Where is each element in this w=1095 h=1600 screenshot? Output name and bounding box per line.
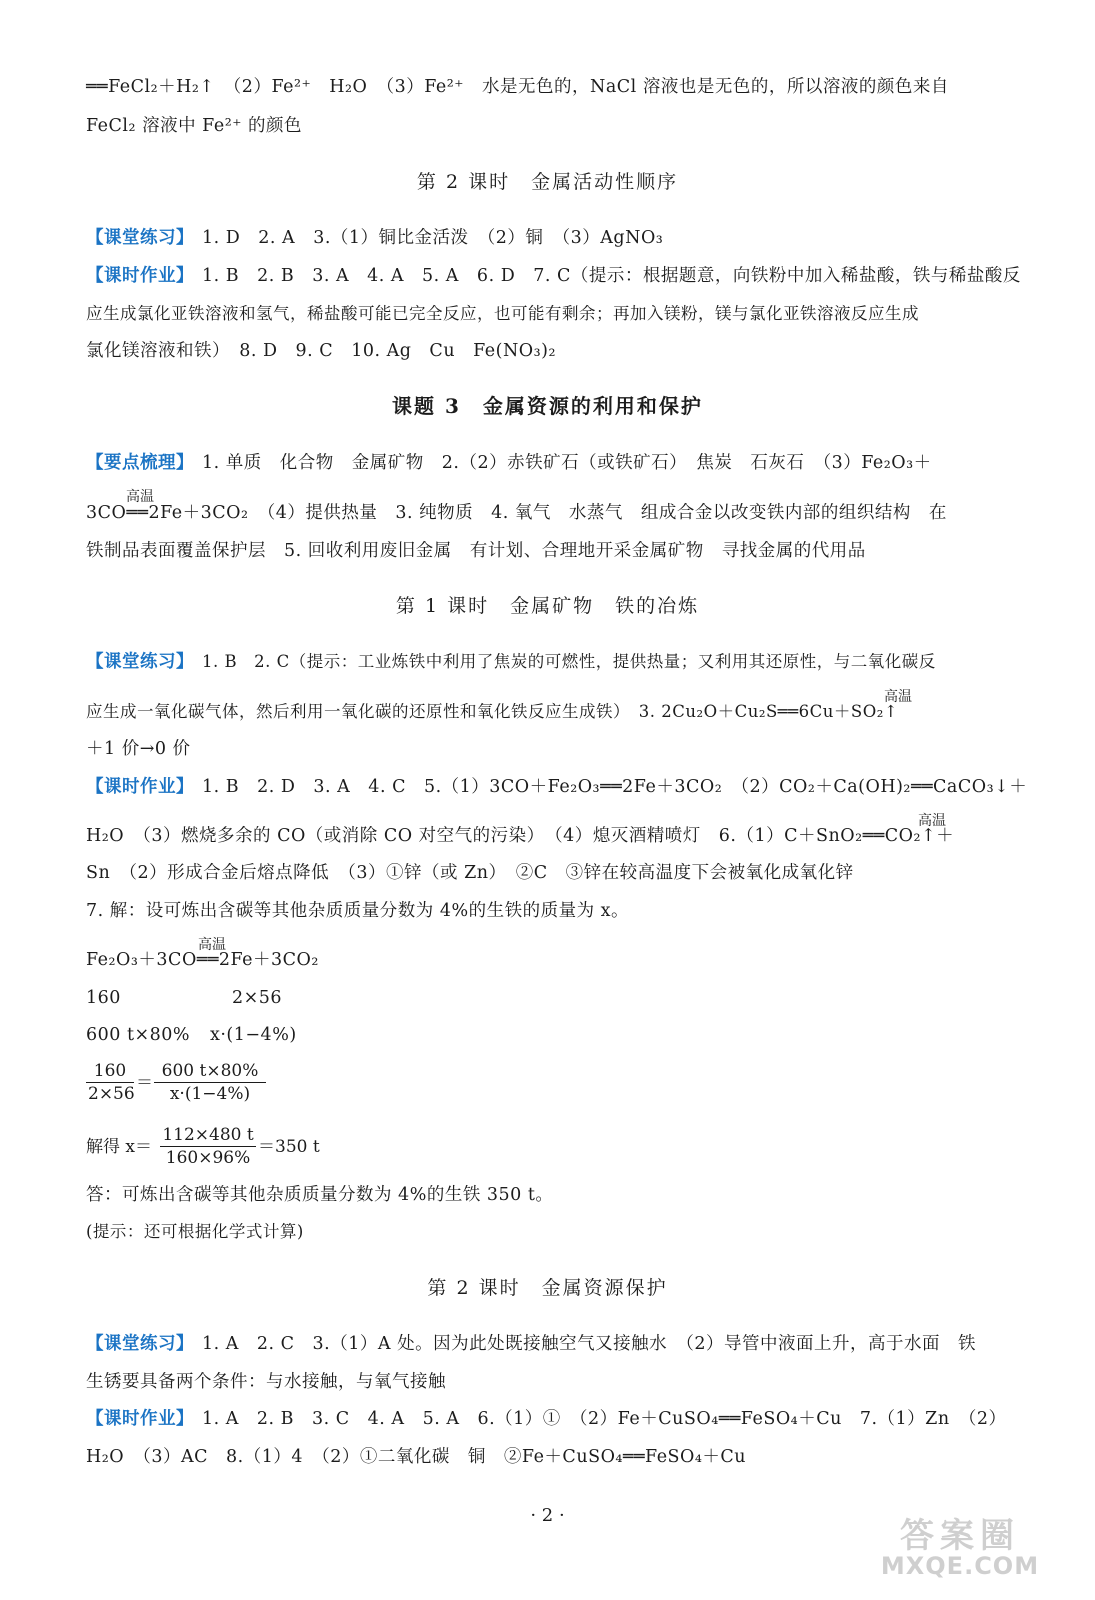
text-line: H₂O （3）AC 8.（1）4 （2）①二氧化碳 铜 ②Fe＋CuSO₄══FeSO₄＋Cu: [86, 1447, 747, 1467]
equals-sign: ＝: [136, 1073, 153, 1093]
text-line: 铁制品表面覆盖保护层 5. 回收利用废旧金属 有计划、合理地开采金属矿物 寻找金属的代用品: [86, 541, 866, 561]
reaction-condition: 高温: [918, 813, 946, 829]
solve-result: ＝350 t: [258, 1137, 320, 1157]
fraction-numerator: 160: [86, 1060, 134, 1083]
lesson-heading: 第 2 课时 金属活动性顺序: [416, 171, 679, 193]
calc-value: 160: [86, 988, 121, 1008]
section-tag: 【课堂练习】: [86, 652, 194, 672]
text-line: FeCl₂ 溶液中 Fe²⁺ 的颜色: [86, 116, 303, 136]
watermark-url: MXQE.COM: [880, 1552, 1040, 1580]
calc-value: x·(1−4%): [210, 1025, 297, 1045]
section-tag: 【课堂练习】: [86, 228, 194, 248]
section-tag: 【课时作业】: [86, 266, 194, 286]
text-line: 3CO══2Fe＋3CO₂ （4）提供热量 3. 纯物质 4. 氧气 水蒸气 组成合金以改变铁内部的组织结构 在: [86, 503, 947, 523]
text-line: 应生成一氧化碳气体，然后利用一氧化碳的还原性和氧化铁反应生成铁） 3. 2Cu₂O＋Cu₂S══6Cu＋SO₂↑: [86, 702, 899, 721]
section-tag: 【课堂练习】: [86, 1334, 194, 1354]
calc-value: 600 t×80%: [86, 1025, 191, 1045]
text-line: ＋1 价→0 价: [86, 739, 191, 759]
section-tag: 【课时作业】: [86, 777, 194, 797]
section-tag: 【要点梳理】: [86, 453, 194, 473]
fraction-numerator: 112×480 t: [160, 1124, 256, 1147]
lesson-heading: 第 2 课时 金属资源保护: [427, 1277, 668, 1299]
text-line: Sn （2）形成合金后熔点降低 （3）①锌（或 Zn） ②C ③锌在较高温度下会被氧化成氧化锌: [86, 863, 854, 883]
reaction-condition: 高温: [198, 937, 226, 953]
homework: 【课时作业】 1. B 2. D 3. A 4. C 5.（1）3CO＋Fe₂O₃══2Fe＋3CO₂ （2）CO₂＋Ca(OH)₂══CaCO₃↓＋: [86, 777, 1028, 797]
classroom-practice: 【课堂练习】 1. B 2. C（提示：工业炼铁中利用了焦炭的可燃性，提供热量；又利用其还原性，与二氧化碳反: [86, 652, 936, 672]
solve-fraction: [160, 1124, 256, 1169]
ratio-fraction-right: [154, 1060, 266, 1105]
classroom-practice: 【课堂练习】 1. D 2. A 3.（1）铜比金活泼 （2）铜 （3）AgNO₃: [86, 228, 664, 248]
classroom-practice: 【课堂练习】 1. A 2. C 3.（1）A 处。因为此处既接触空气又接触水 （2）导管中液面上升，高于水面 铁: [86, 1334, 976, 1354]
page-number: · 2 ·: [530, 1505, 565, 1526]
calc-value: 2×56: [232, 988, 283, 1008]
ratio-fraction-left: [86, 1060, 134, 1105]
solve-label: 解得 x＝: [86, 1137, 152, 1157]
topic-heading: 课题 3 金属资源的利用和保护: [392, 394, 703, 418]
text-line: 应生成氯化亚铁溶液和氢气，稀盐酸可能已完全反应，也可能有剩余；再加入镁粉，镁与氯化亚铁溶液反应生成: [86, 304, 919, 323]
calculation-intro: 7. 解：设可炼出含碳等其他杂质质量分数为 4%的生铁的质量为 x。: [86, 901, 630, 921]
homework: 【课时作业】 1. B 2. B 3. A 4. A 5. A 6. D 7. C（提示：根据题意，向铁粉中加入稀盐酸，铁与稀盐酸反: [86, 266, 1021, 286]
homework: 【课时作业】 1. A 2. B 3. C 4. A 5. A 6.（1）① （2）Fe＋CuSO₄══FeSO₄＋Cu 7.（1）Zn （2）: [86, 1409, 1007, 1429]
lesson-heading: 第 1 课时 金属矿物 铁的冶炼: [395, 595, 700, 617]
text-line: H₂O （3）燃烧多余的 CO（或消除 CO 对空气的污染） （4）熄灭酒精喷灯 6.（1）C＋SnO₂══CO₂↑＋: [86, 826, 955, 846]
reaction-condition: 高温: [884, 689, 912, 705]
text-line: 氯化镁溶液和铁） 8. D 9. C 10. Ag Cu Fe(NO₃)₂: [86, 341, 556, 361]
fraction-denominator: 2×56: [88, 1084, 135, 1104]
watermark-logo-text: 答案圈: [900, 1516, 1020, 1556]
answer-line: 答：可炼出含碳等其他杂质质量分数为 4%的生铁 350 t。: [86, 1185, 554, 1205]
hint-line: (提示：还可根据化学式计算): [86, 1222, 304, 1241]
fraction-numerator: 600 t×80%: [154, 1060, 266, 1083]
section-tag: 【课时作业】: [86, 1409, 194, 1429]
key-points: 【要点梳理】 1. 单质 化合物 金属矿物 2.（2）赤铁矿石（或铁矿石） 焦炭 石灰石 （3）Fe₂O₃＋: [86, 453, 932, 473]
chemical-equation: Fe₂O₃＋3CO══2Fe＋3CO₂: [86, 950, 319, 970]
text-line: ══FeCl₂＋H₂↑ （2）Fe²⁺ H₂O （3）Fe²⁺ 水是无色的，NaCl 溶液也是无色的，所以溶液的颜色来自: [86, 77, 949, 97]
fraction-denominator: x·(1−4%): [169, 1084, 251, 1104]
text-line: 生锈要具备两个条件：与水接触，与氧气接触: [86, 1372, 446, 1392]
reaction-condition: 高温: [126, 489, 154, 505]
fraction-denominator: 160×96%: [165, 1148, 251, 1168]
site-watermark: [865, 1508, 1055, 1580]
